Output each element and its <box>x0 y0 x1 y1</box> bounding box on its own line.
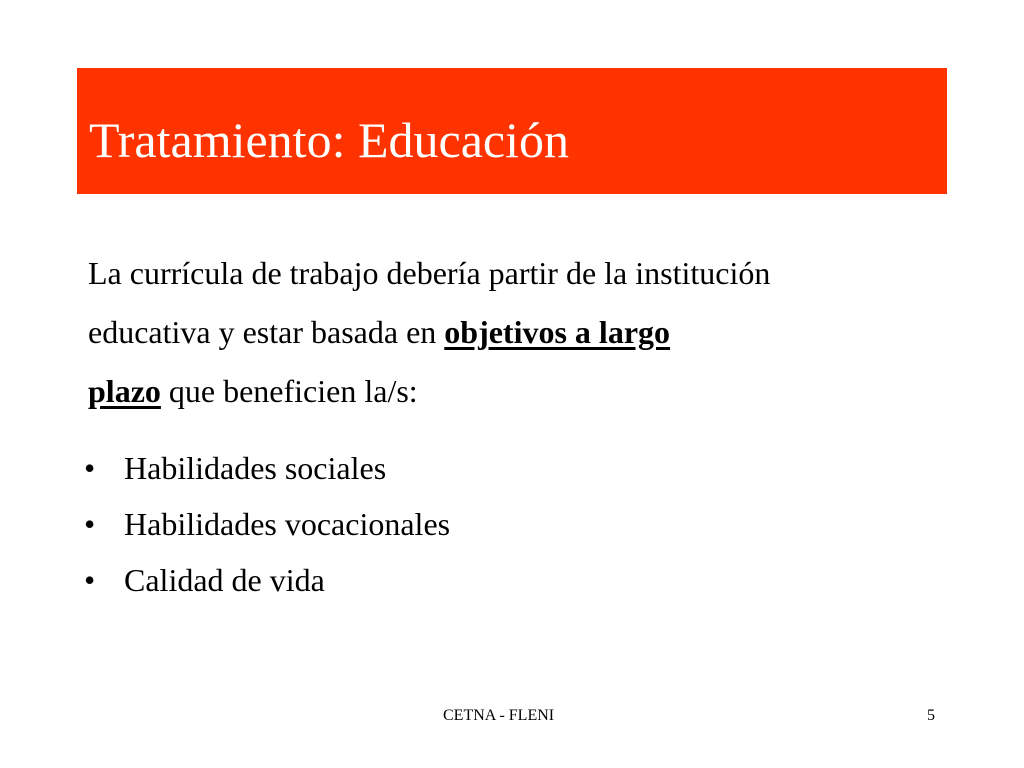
bullet-icon: • <box>84 562 96 598</box>
bullet-text: Habilidades sociales <box>124 450 387 486</box>
title-bar <box>77 68 947 194</box>
emphasis-term: plazo <box>88 373 161 409</box>
paragraph-line-2 <box>88 303 1004 362</box>
footer-organization: CETNA - FLENI <box>443 707 555 724</box>
intro-paragraph <box>88 244 1004 421</box>
paragraph-line-3 <box>88 362 1004 421</box>
slide-title: Tratamiento: Educación <box>89 112 569 168</box>
bullet-icon: • <box>84 506 96 542</box>
bullet-text: Calidad de vida <box>124 562 325 598</box>
slide-number: 5 <box>927 707 935 724</box>
bullet-list <box>84 440 450 608</box>
bullet-icon: • <box>84 450 96 486</box>
paragraph-line-1: La currícula de trabajo debería partir de la institución <box>88 255 771 291</box>
paragraph-line-3-text: que beneficien la/s: <box>160 373 418 409</box>
paragraph-line-2-text: educativa y estar basada en <box>88 314 445 350</box>
bullet-text: Habilidades vocacionales <box>124 506 451 542</box>
bullet-item-social-skills <box>84 440 450 496</box>
bullet-item-quality-of-life <box>84 552 450 608</box>
emphasis-long-term-goals: objetivos a largo <box>444 314 671 350</box>
bullet-item-vocational-skills <box>84 496 450 552</box>
